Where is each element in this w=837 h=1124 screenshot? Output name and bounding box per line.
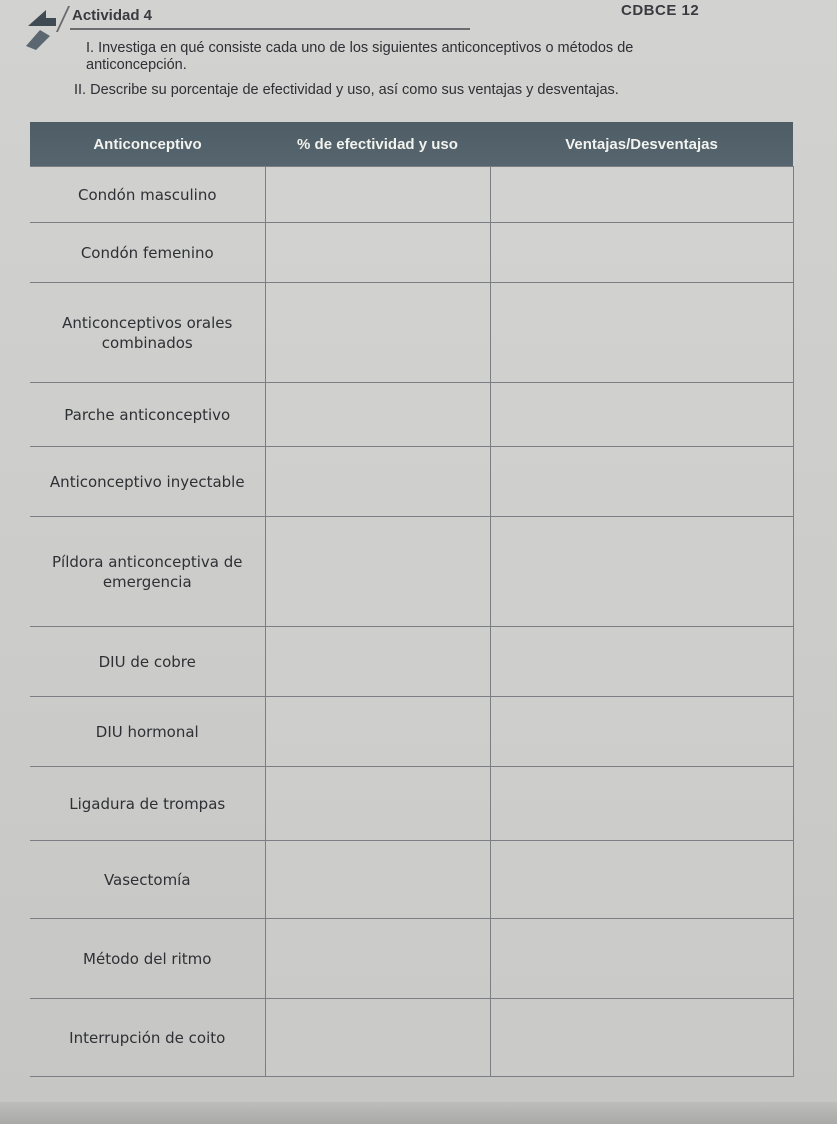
effectiveness-cell[interactable] <box>265 223 490 283</box>
effectiveness-cell[interactable] <box>265 697 490 767</box>
column-header-effectiveness: % de efectividad y uso <box>265 122 490 167</box>
table-row <box>30 517 793 627</box>
method-name: Parche anticonceptivo <box>30 383 265 447</box>
table-row <box>30 841 793 919</box>
instruction-2: II. Describe su porcentaje de efectividad y uso, así como sus ventajas y desventajas. <box>74 82 619 98</box>
method-name: Ligadura de trompas <box>30 767 265 841</box>
table-row <box>30 999 793 1077</box>
table-row <box>30 383 793 447</box>
activity-title: Actividad 4 <box>72 7 153 24</box>
table-row <box>30 223 793 283</box>
pros-cons-cell[interactable] <box>490 767 793 841</box>
pros-cons-cell[interactable] <box>490 841 793 919</box>
table-row <box>30 767 793 841</box>
pros-cons-cell[interactable] <box>490 627 793 697</box>
course-code: CDBCE 12 <box>621 2 700 19</box>
effectiveness-cell[interactable] <box>265 167 490 223</box>
table-row <box>30 167 793 223</box>
effectiveness-cell[interactable] <box>265 447 490 517</box>
pros-cons-cell[interactable] <box>490 999 793 1077</box>
method-name: Método del ritmo <box>30 919 265 999</box>
table-row <box>30 447 793 517</box>
arrow-book-icon <box>22 6 62 50</box>
method-name: Vasectomía <box>30 841 265 919</box>
effectiveness-cell[interactable] <box>265 517 490 627</box>
method-name: Condón femenino <box>30 223 265 283</box>
table-header-row <box>30 122 793 167</box>
effectiveness-cell[interactable] <box>265 999 490 1077</box>
pros-cons-cell[interactable] <box>490 697 793 767</box>
contraceptives-table <box>30 122 794 1077</box>
table-row <box>30 283 793 383</box>
method-name: Interrupción de coito <box>30 999 265 1077</box>
activity-header <box>0 0 470 30</box>
effectiveness-cell[interactable] <box>265 841 490 919</box>
method-name: DIU de cobre <box>30 627 265 697</box>
effectiveness-cell[interactable] <box>265 283 490 383</box>
table-row <box>30 627 793 697</box>
effectiveness-cell[interactable] <box>265 627 490 697</box>
effectiveness-cell[interactable] <box>265 767 490 841</box>
page-bottom-edge <box>0 1102 837 1124</box>
pros-cons-cell[interactable] <box>490 383 793 447</box>
method-name: Píldora anticonceptiva de emergencia <box>30 517 265 627</box>
pros-cons-cell[interactable] <box>490 447 793 517</box>
pros-cons-cell[interactable] <box>490 167 793 223</box>
pros-cons-cell[interactable] <box>490 919 793 999</box>
method-name: Anticonceptivos orales combinados <box>30 283 265 383</box>
instruction-1: I. Investiga en qué consiste cada uno de los siguientes anticonceptivos o métodos de anticoncepción. <box>86 40 634 73</box>
method-name: Anticonceptivo inyectable <box>30 447 265 517</box>
effectiveness-cell[interactable] <box>265 383 490 447</box>
pros-cons-cell[interactable] <box>490 517 793 627</box>
column-header-pros-cons: Ventajas/Desventajas <box>490 122 793 167</box>
column-header-method: Anticonceptivo <box>30 122 265 167</box>
method-name: DIU hormonal <box>30 697 265 767</box>
pros-cons-cell[interactable] <box>490 223 793 283</box>
pros-cons-cell[interactable] <box>490 283 793 383</box>
table-row <box>30 697 793 767</box>
header-underline <box>70 28 470 30</box>
effectiveness-cell[interactable] <box>265 919 490 999</box>
method-name: Condón masculino <box>30 167 265 223</box>
table-row <box>30 919 793 999</box>
